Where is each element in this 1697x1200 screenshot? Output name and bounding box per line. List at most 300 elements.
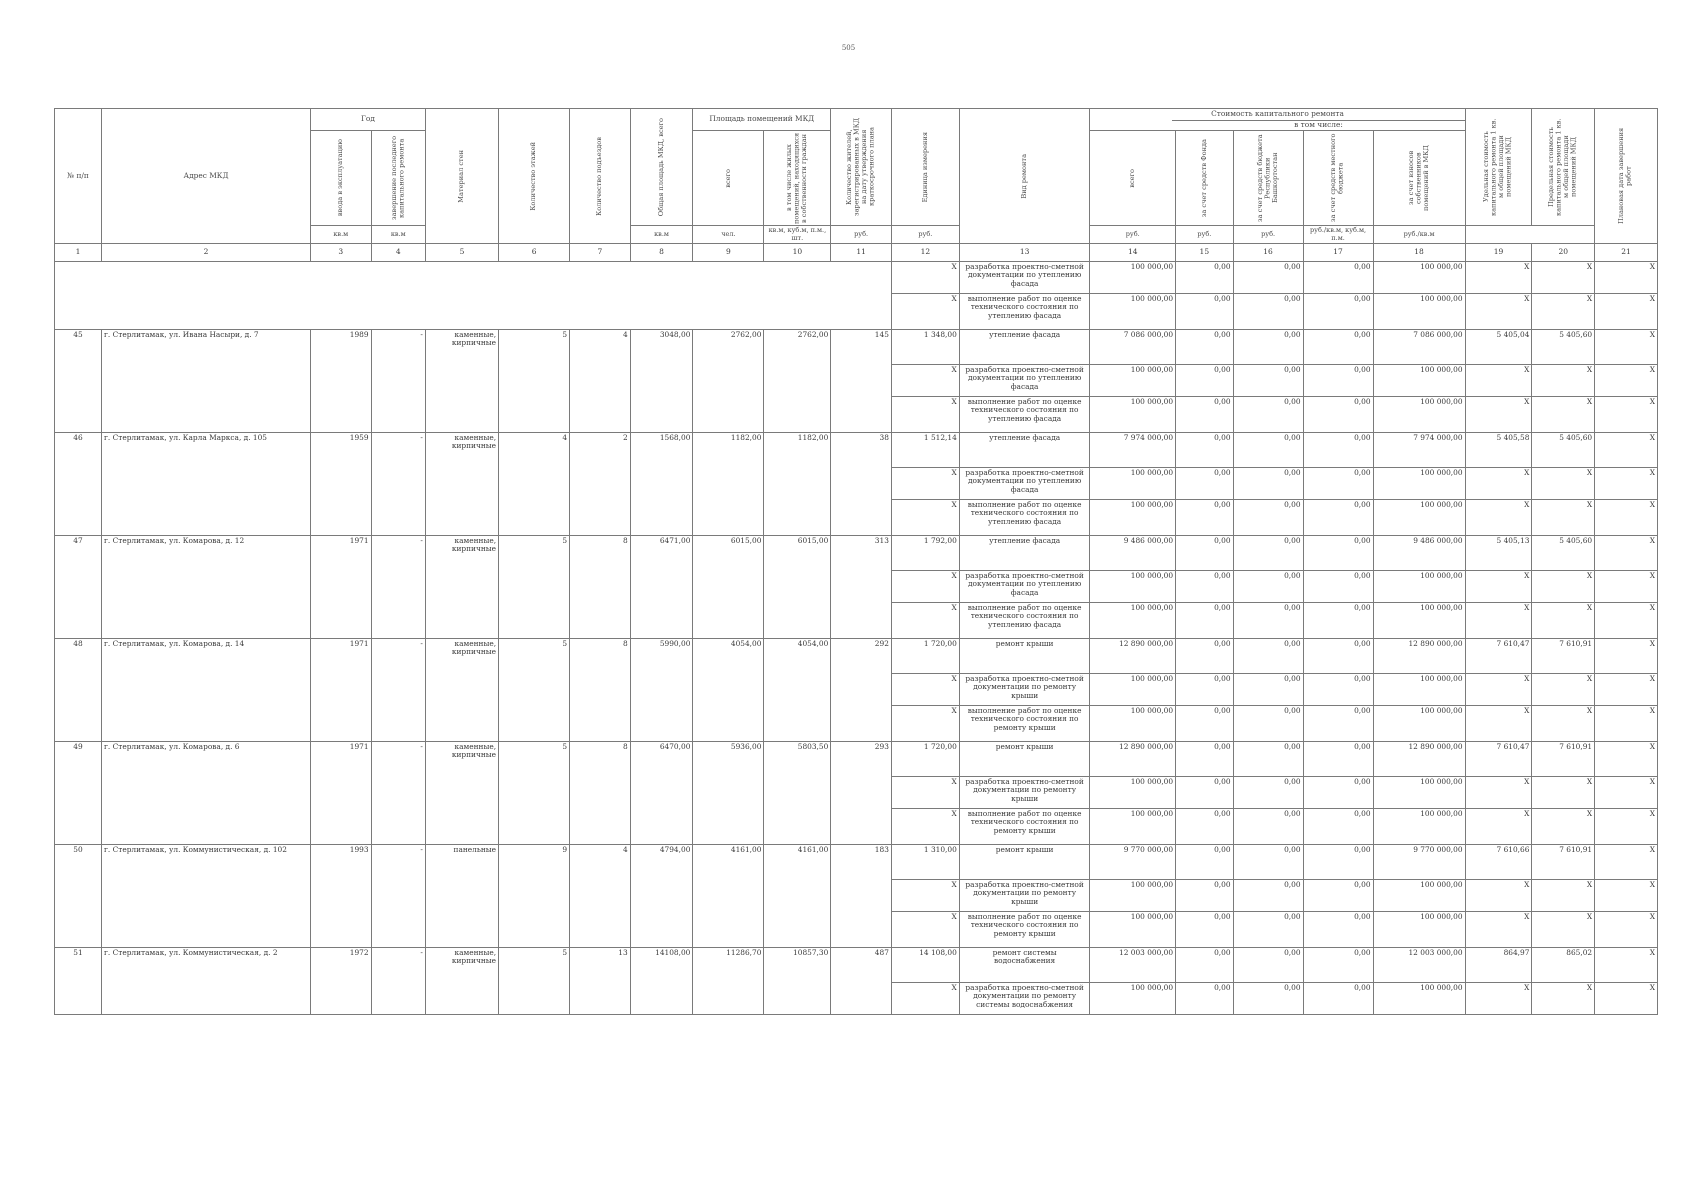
cost-fund-cell: 0,00 bbox=[1176, 570, 1233, 602]
header-address: Адрес МКД bbox=[102, 109, 311, 244]
cost-owners-cell: 100 000,00 bbox=[1373, 673, 1465, 705]
unit-cost-total: руб. bbox=[831, 226, 892, 244]
column-number: 1 bbox=[55, 243, 102, 261]
header-cost-group: Стоимость капитального ремонта в том числе: bbox=[1090, 109, 1465, 131]
wall-material-cell bbox=[425, 844, 498, 947]
unit-cost-cell: X bbox=[1465, 293, 1532, 329]
cost-fund-cell: 0,00 bbox=[1176, 705, 1233, 741]
header-repair-type: Вид ремонта bbox=[959, 109, 1090, 244]
repair-type-cell: утепление фасада bbox=[959, 432, 1090, 467]
cost-total-cell: 100 000,00 bbox=[1090, 499, 1176, 535]
quantity-cell: X bbox=[891, 364, 959, 396]
premises-total-cell: 5936,00 bbox=[693, 741, 764, 844]
residents-cell: 38 bbox=[831, 432, 892, 535]
column-number: 16 bbox=[1233, 243, 1303, 261]
cost-fund-cell: 0,00 bbox=[1176, 844, 1233, 879]
premises-residential-cell: 4054,00 bbox=[764, 638, 831, 741]
cost-fund-cell: 0,00 bbox=[1176, 602, 1233, 638]
header-cost-total: всего bbox=[1090, 131, 1176, 226]
plan-date-cell: X bbox=[1595, 499, 1658, 535]
table-body bbox=[55, 261, 1658, 1014]
year-last-repair-cell: - bbox=[371, 844, 425, 947]
repair-type-cell: разработка проектно-сметной документации по утеплению фасада bbox=[959, 467, 1090, 499]
plan-date-cell: X bbox=[1595, 776, 1658, 808]
address-cell: г. Стерлитамак, ул. Комарова, д. 12 bbox=[102, 535, 311, 638]
column-number: 4 bbox=[371, 243, 425, 261]
premises-total-cell: 2762,00 bbox=[693, 329, 764, 432]
plan-date-cell: X bbox=[1595, 570, 1658, 602]
header-entrances: Количество подъездов bbox=[570, 109, 631, 244]
cost-total-cell: 12 890 000,00 bbox=[1090, 638, 1176, 673]
floors-cell: 5 bbox=[499, 947, 570, 1014]
max-cost-cell: 865,02 bbox=[1532, 947, 1595, 982]
unit-cost-cell: X bbox=[1465, 602, 1532, 638]
address-cell: г. Стерлитамак, ул. Коммунистическая, д. 2 bbox=[102, 947, 311, 1014]
column-number: 21 bbox=[1595, 243, 1658, 261]
max-cost-cell: 7 610,91 bbox=[1532, 741, 1595, 776]
max-cost-cell: X bbox=[1532, 261, 1595, 293]
cost-republic-cell: 0,00 bbox=[1233, 844, 1303, 879]
header-total-area: Общая площадь МКД, всего bbox=[630, 109, 693, 226]
cost-local-cell: 0,00 bbox=[1303, 911, 1373, 947]
max-cost-cell: X bbox=[1532, 364, 1595, 396]
cost-fund-cell: 0,00 bbox=[1176, 638, 1233, 673]
cost-owners-cell: 100 000,00 bbox=[1373, 982, 1465, 1014]
capital-repair-table-wrap bbox=[54, 108, 1658, 1015]
cost-fund-cell: 0,00 bbox=[1176, 364, 1233, 396]
unit-cost-cell: X bbox=[1465, 808, 1532, 844]
unit-cost-cell: 7 610,47 bbox=[1465, 638, 1532, 673]
wall-material-cell bbox=[425, 329, 498, 432]
cost-owners-cell: 100 000,00 bbox=[1373, 293, 1465, 329]
cost-total-cell: 100 000,00 bbox=[1090, 467, 1176, 499]
max-cost-cell: X bbox=[1532, 911, 1595, 947]
wall-material-cell bbox=[425, 741, 498, 844]
quantity-cell: X bbox=[891, 570, 959, 602]
unit-cost-cell: 7 610,66 bbox=[1465, 844, 1532, 879]
unit-cost-cell: X bbox=[1465, 879, 1532, 911]
column-number: 6 bbox=[499, 243, 570, 261]
cost-total-cell: 100 000,00 bbox=[1090, 570, 1176, 602]
table-row bbox=[55, 329, 1658, 364]
cost-local-cell: 0,00 bbox=[1303, 499, 1373, 535]
cost-republic-cell: 0,00 bbox=[1233, 602, 1303, 638]
unit-premises-residential: кв.м bbox=[630, 226, 693, 244]
plan-date-cell: X bbox=[1595, 705, 1658, 741]
header-unit-cost: Удельная стоимость капитального ремонта 1 кв. м общей площади помещений МКД bbox=[1465, 109, 1532, 226]
wall-material-text: каменные, кирпичные bbox=[451, 638, 497, 657]
year-commission-cell: 1971 bbox=[311, 741, 372, 844]
cost-republic-cell: 0,00 bbox=[1233, 911, 1303, 947]
column-number: 18 bbox=[1373, 243, 1465, 261]
wall-material-cell bbox=[425, 638, 498, 741]
cost-republic-cell: 0,00 bbox=[1233, 432, 1303, 467]
cost-total-cell: 100 000,00 bbox=[1090, 396, 1176, 432]
cost-owners-cell: 100 000,00 bbox=[1373, 879, 1465, 911]
column-number: 14 bbox=[1090, 243, 1176, 261]
year-commission-cell: 1959 bbox=[311, 432, 372, 535]
total-area-cell: 14108,00 bbox=[630, 947, 693, 1014]
cost-republic-cell: 0,00 bbox=[1233, 741, 1303, 776]
unit-cost-cell: 5 405,04 bbox=[1465, 329, 1532, 364]
quantity-cell: 14 108,00 bbox=[891, 947, 959, 982]
header-premises-group: Площадь помещений МКД bbox=[693, 109, 831, 131]
year-last-repair-cell: - bbox=[371, 329, 425, 432]
entrances-cell: 4 bbox=[570, 844, 631, 947]
header-premises-residential: в том числе жилых помещений, находящихся в собственности граждан bbox=[764, 131, 831, 226]
unit-total-area: кв.м bbox=[311, 226, 372, 244]
unit-cost-local: руб. bbox=[1176, 226, 1233, 244]
address-cell: г. Стерлитамак, ул. Коммунистическая, д. 102 bbox=[102, 844, 311, 947]
cost-owners-cell: 100 000,00 bbox=[1373, 261, 1465, 293]
header-premises-total: всего bbox=[693, 131, 764, 226]
year-commission-cell: 1993 bbox=[311, 844, 372, 947]
repair-type-cell: ремонт системы водоснабжения bbox=[959, 947, 1090, 982]
max-cost-cell: X bbox=[1532, 982, 1595, 1014]
quantity-cell: X bbox=[891, 499, 959, 535]
unit-cost-cell: X bbox=[1465, 499, 1532, 535]
quantity-cell: X bbox=[891, 261, 959, 293]
cost-fund-cell: 0,00 bbox=[1176, 947, 1233, 982]
cost-owners-cell: 12 890 000,00 bbox=[1373, 741, 1465, 776]
column-number: 7 bbox=[570, 243, 631, 261]
cost-republic-cell: 0,00 bbox=[1233, 808, 1303, 844]
unit-measure: кв.м, куб.м, п.м., шт. bbox=[764, 226, 831, 244]
cost-fund-cell: 0,00 bbox=[1176, 467, 1233, 499]
header-residents: Количество жителей, зарегистрированных в МКД на дату утверждения краткосрочного плана bbox=[831, 109, 892, 226]
cost-fund-cell: 0,00 bbox=[1176, 741, 1233, 776]
unit-cost-cell: 7 610,47 bbox=[1465, 741, 1532, 776]
table-row bbox=[55, 947, 1658, 982]
cost-owners-cell: 9 770 000,00 bbox=[1373, 844, 1465, 879]
repair-type-cell: ремонт крыши bbox=[959, 844, 1090, 879]
max-cost-cell: X bbox=[1532, 467, 1595, 499]
max-cost-cell: X bbox=[1532, 879, 1595, 911]
cost-fund-cell: 0,00 bbox=[1176, 911, 1233, 947]
max-cost-cell: 5 405,60 bbox=[1532, 329, 1595, 364]
cost-local-cell: 0,00 bbox=[1303, 293, 1373, 329]
entrances-cell: 4 bbox=[570, 329, 631, 432]
wall-material-text: каменные, кирпичные bbox=[451, 432, 497, 451]
unit-cost-cell: X bbox=[1465, 364, 1532, 396]
residents-cell: 183 bbox=[831, 844, 892, 947]
cost-republic-cell: 0,00 bbox=[1233, 329, 1303, 364]
cost-total-cell: 100 000,00 bbox=[1090, 705, 1176, 741]
cost-republic-cell: 0,00 bbox=[1233, 535, 1303, 570]
cost-local-cell: 0,00 bbox=[1303, 329, 1373, 364]
year-commission-cell: 1972 bbox=[311, 947, 372, 1014]
repair-type-cell: выполнение работ по оценке технического состояния по утеплению фасада bbox=[959, 396, 1090, 432]
entrances-cell: 8 bbox=[570, 535, 631, 638]
repair-type-cell: выполнение работ по оценке технического состояния по ремонту крыши bbox=[959, 705, 1090, 741]
cost-republic-cell: 0,00 bbox=[1233, 879, 1303, 911]
cost-total-cell: 12 890 000,00 bbox=[1090, 741, 1176, 776]
row-number-cell: 45 bbox=[55, 329, 102, 432]
cost-republic-cell: 0,00 bbox=[1233, 705, 1303, 741]
address-cell: г. Стерлитамак, ул. Ивана Насыри, д. 7 bbox=[102, 329, 311, 432]
premises-total-cell: 11286,70 bbox=[693, 947, 764, 1014]
header-year-commission: ввода в эксплуатацию bbox=[311, 131, 372, 226]
premises-total-cell: 6015,00 bbox=[693, 535, 764, 638]
quantity-cell: X bbox=[891, 602, 959, 638]
unit-unit-cost: руб./кв.м, куб.м, п.м. bbox=[1303, 226, 1373, 244]
unit-cost-cell: 5 405,13 bbox=[1465, 535, 1532, 570]
plan-date-cell: X bbox=[1595, 638, 1658, 673]
column-number: 3 bbox=[311, 243, 372, 261]
residents-cell: 313 bbox=[831, 535, 892, 638]
cost-republic-cell: 0,00 bbox=[1233, 364, 1303, 396]
year-last-repair-cell: - bbox=[371, 535, 425, 638]
premises-residential-cell: 5803,50 bbox=[764, 741, 831, 844]
column-number: 17 bbox=[1303, 243, 1373, 261]
plan-date-cell: X bbox=[1595, 293, 1658, 329]
unit-cost-cell: X bbox=[1465, 776, 1532, 808]
total-area-cell: 6471,00 bbox=[630, 535, 693, 638]
premises-total-cell: 1182,00 bbox=[693, 432, 764, 535]
cost-owners-cell: 7 974 000,00 bbox=[1373, 432, 1465, 467]
cost-owners-cell: 100 000,00 bbox=[1373, 808, 1465, 844]
total-area-cell: 1568,00 bbox=[630, 432, 693, 535]
cost-local-cell: 0,00 bbox=[1303, 570, 1373, 602]
column-number: 15 bbox=[1176, 243, 1233, 261]
column-number: 11 bbox=[831, 243, 892, 261]
cost-owners-cell: 100 000,00 bbox=[1373, 499, 1465, 535]
quantity-cell: 1 720,00 bbox=[891, 741, 959, 776]
header-units-measure: Единица измерения bbox=[891, 109, 959, 226]
residents-cell: 145 bbox=[831, 329, 892, 432]
cost-local-cell: 0,00 bbox=[1303, 673, 1373, 705]
header-cost-republic: за счет средств бюджета Республики Башкортостан bbox=[1233, 131, 1303, 226]
unit-cost-cell: X bbox=[1465, 396, 1532, 432]
plan-date-cell: X bbox=[1595, 808, 1658, 844]
max-cost-cell: X bbox=[1532, 776, 1595, 808]
entrances-cell: 8 bbox=[570, 638, 631, 741]
header-cost-fund: за счет средств Фонда bbox=[1176, 131, 1233, 226]
quantity-cell: X bbox=[891, 396, 959, 432]
premises-residential-cell: 4161,00 bbox=[764, 844, 831, 947]
column-number: 5 bbox=[425, 243, 498, 261]
premises-total-cell: 4054,00 bbox=[693, 638, 764, 741]
repair-type-cell: разработка проектно-сметной документации по утеплению фасада bbox=[959, 261, 1090, 293]
cost-fund-cell: 0,00 bbox=[1176, 261, 1233, 293]
cost-republic-cell: 0,00 bbox=[1233, 293, 1303, 329]
plan-date-cell: X bbox=[1595, 982, 1658, 1014]
cost-total-cell: 100 000,00 bbox=[1090, 293, 1176, 329]
repair-type-cell: разработка проектно-сметной документации по утеплению фасада bbox=[959, 570, 1090, 602]
floors-cell: 4 bbox=[499, 432, 570, 535]
repair-type-cell: разработка проектно-сметной документации по ремонту крыши bbox=[959, 776, 1090, 808]
repair-type-cell: разработка проектно-сметной документации по ремонту системы водоснабжения bbox=[959, 982, 1090, 1014]
cost-owners-cell: 12 890 000,00 bbox=[1373, 638, 1465, 673]
plan-date-cell: X bbox=[1595, 947, 1658, 982]
quantity-cell: 1 310,00 bbox=[891, 844, 959, 879]
wall-material-text: каменные, кирпичные bbox=[451, 947, 497, 966]
cost-owners-cell: 7 086 000,00 bbox=[1373, 329, 1465, 364]
cost-total-cell: 100 000,00 bbox=[1090, 673, 1176, 705]
cost-total-cell: 9 770 000,00 bbox=[1090, 844, 1176, 879]
wall-material-cell bbox=[425, 947, 498, 1014]
table-row bbox=[55, 535, 1658, 570]
entrances-cell: 8 bbox=[570, 741, 631, 844]
header-cost-owners: за счет взносов собственников помещений в МКД bbox=[1373, 131, 1465, 226]
repair-type-cell: разработка проектно-сметной документации по ремонту крыши bbox=[959, 673, 1090, 705]
header-max-cost: Предельная стоимость капитального ремонта 1 кв. м общей площади помещений МКД bbox=[1532, 109, 1595, 226]
entrances-cell: 2 bbox=[570, 432, 631, 535]
repair-type-cell: разработка проектно-сметной документации по ремонту крыши bbox=[959, 879, 1090, 911]
plan-date-cell: X bbox=[1595, 844, 1658, 879]
cost-republic-cell: 0,00 bbox=[1233, 982, 1303, 1014]
cost-republic-cell: 0,00 bbox=[1233, 947, 1303, 982]
cost-local-cell: 0,00 bbox=[1303, 467, 1373, 499]
table-row bbox=[55, 844, 1658, 879]
residents-cell: 487 bbox=[831, 947, 892, 1014]
max-cost-cell: 5 405,60 bbox=[1532, 432, 1595, 467]
cost-republic-cell: 0,00 bbox=[1233, 638, 1303, 673]
floors-cell: 9 bbox=[499, 844, 570, 947]
repair-type-cell: утепление фасада bbox=[959, 329, 1090, 364]
table-header bbox=[55, 109, 1658, 262]
max-cost-cell: X bbox=[1532, 808, 1595, 844]
quantity-cell: X bbox=[891, 776, 959, 808]
cost-owners-cell: 100 000,00 bbox=[1373, 602, 1465, 638]
unit-cost-cell: X bbox=[1465, 261, 1532, 293]
header-cost-local: за счет средств местного бюджета bbox=[1303, 131, 1373, 226]
cost-owners-cell: 100 000,00 bbox=[1373, 396, 1465, 432]
column-number: 2 bbox=[102, 243, 311, 261]
cost-local-cell: 0,00 bbox=[1303, 808, 1373, 844]
cost-total-cell: 9 486 000,00 bbox=[1090, 535, 1176, 570]
cost-fund-cell: 0,00 bbox=[1176, 432, 1233, 467]
premises-residential-cell: 10857,30 bbox=[764, 947, 831, 1014]
year-commission-cell: 1989 bbox=[311, 329, 372, 432]
unit-cost-owners: руб. bbox=[1233, 226, 1303, 244]
year-last-repair-cell: - bbox=[371, 432, 425, 535]
year-last-repair-cell: - bbox=[371, 741, 425, 844]
repair-type-cell: разработка проектно-сметной документации по утеплению фасада bbox=[959, 364, 1090, 396]
cost-local-cell: 0,00 bbox=[1303, 982, 1373, 1014]
cost-local-cell: 0,00 bbox=[1303, 638, 1373, 673]
address-cell: г. Стерлитамак, ул. Комарова, д. 14 bbox=[102, 638, 311, 741]
cost-total-cell: 7 086 000,00 bbox=[1090, 329, 1176, 364]
continuation-empty-cell bbox=[55, 261, 892, 329]
row-number-cell: 46 bbox=[55, 432, 102, 535]
cost-local-cell: 0,00 bbox=[1303, 879, 1373, 911]
table-row bbox=[55, 741, 1658, 776]
row-number-cell: 50 bbox=[55, 844, 102, 947]
max-cost-cell: X bbox=[1532, 499, 1595, 535]
quantity-cell: X bbox=[891, 293, 959, 329]
year-last-repair-cell: - bbox=[371, 638, 425, 741]
unit-cost-cell: 5 405,58 bbox=[1465, 432, 1532, 467]
plan-date-cell: X bbox=[1595, 879, 1658, 911]
plan-date-cell: X bbox=[1595, 432, 1658, 467]
quantity-cell: X bbox=[891, 879, 959, 911]
unit-cost-cell: X bbox=[1465, 570, 1532, 602]
unit-cost-cell: 864,97 bbox=[1465, 947, 1532, 982]
cost-republic-cell: 0,00 bbox=[1233, 499, 1303, 535]
header-wall-material: Материал стен bbox=[425, 109, 498, 244]
column-numbers-row bbox=[55, 243, 1658, 261]
header-year-last-repair: завершение последнего капитального ремонта bbox=[371, 131, 425, 226]
premises-residential-cell: 2762,00 bbox=[764, 329, 831, 432]
unit-cost-cell: X bbox=[1465, 911, 1532, 947]
cost-local-cell: 0,00 bbox=[1303, 396, 1373, 432]
repair-type-cell: ремонт крыши bbox=[959, 741, 1090, 776]
repair-type-cell: выполнение работ по оценке технического состояния по утеплению фасада bbox=[959, 602, 1090, 638]
cost-local-cell: 0,00 bbox=[1303, 535, 1373, 570]
cost-total-cell: 7 974 000,00 bbox=[1090, 432, 1176, 467]
wall-material-cell bbox=[425, 432, 498, 535]
table-row bbox=[55, 261, 1658, 293]
quantity-cell: 1 512,14 bbox=[891, 432, 959, 467]
unit-cost-cell: X bbox=[1465, 467, 1532, 499]
cost-fund-cell: 0,00 bbox=[1176, 982, 1233, 1014]
cost-local-cell: 0,00 bbox=[1303, 261, 1373, 293]
cost-republic-cell: 0,00 bbox=[1233, 570, 1303, 602]
residents-cell: 293 bbox=[831, 741, 892, 844]
page-number: 505 bbox=[841, 44, 856, 52]
cost-total-cell: 100 000,00 bbox=[1090, 602, 1176, 638]
header-floors: Количество этажей bbox=[499, 109, 570, 244]
plan-date-cell: X bbox=[1595, 364, 1658, 396]
cost-total-cell: 100 000,00 bbox=[1090, 364, 1176, 396]
plan-date-cell: X bbox=[1595, 535, 1658, 570]
max-cost-cell: 5 405,60 bbox=[1532, 535, 1595, 570]
quantity-cell: 1 348,00 bbox=[891, 329, 959, 364]
column-number: 13 bbox=[959, 243, 1090, 261]
column-number: 9 bbox=[693, 243, 764, 261]
premises-residential-cell: 6015,00 bbox=[764, 535, 831, 638]
cost-total-cell: 100 000,00 bbox=[1090, 808, 1176, 844]
cost-republic-cell: 0,00 bbox=[1233, 467, 1303, 499]
max-cost-cell: X bbox=[1532, 396, 1595, 432]
capital-repair-table bbox=[54, 108, 1658, 1015]
wall-material-text: панельные bbox=[453, 844, 497, 854]
cost-local-cell: 0,00 bbox=[1303, 602, 1373, 638]
floors-cell: 5 bbox=[499, 535, 570, 638]
header-plan-date: Плановая дата завершения работ bbox=[1595, 109, 1658, 244]
year-commission-cell: 1971 bbox=[311, 535, 372, 638]
column-number: 19 bbox=[1465, 243, 1532, 261]
row-number-cell: 47 bbox=[55, 535, 102, 638]
floors-cell: 5 bbox=[499, 741, 570, 844]
premises-residential-cell: 1182,00 bbox=[764, 432, 831, 535]
quantity-cell: 1 792,00 bbox=[891, 535, 959, 570]
max-cost-cell: X bbox=[1532, 293, 1595, 329]
cost-republic-cell: 0,00 bbox=[1233, 673, 1303, 705]
quantity-cell: X bbox=[891, 705, 959, 741]
max-cost-cell: X bbox=[1532, 570, 1595, 602]
wall-material-text: каменные, кирпичные bbox=[451, 741, 497, 760]
total-area-cell: 5990,00 bbox=[630, 638, 693, 741]
quantity-cell: X bbox=[891, 911, 959, 947]
total-area-cell: 4794,00 bbox=[630, 844, 693, 947]
cost-local-cell: 0,00 bbox=[1303, 844, 1373, 879]
quantity-cell: X bbox=[891, 467, 959, 499]
cost-total-cell: 12 003 000,00 bbox=[1090, 947, 1176, 982]
column-number: 8 bbox=[630, 243, 693, 261]
plan-date-cell: X bbox=[1595, 261, 1658, 293]
entrances-cell: 13 bbox=[570, 947, 631, 1014]
repair-type-cell: выполнение работ по оценке технического состояния по утеплению фасада bbox=[959, 293, 1090, 329]
plan-date-cell: X bbox=[1595, 396, 1658, 432]
column-number: 20 bbox=[1532, 243, 1595, 261]
plan-date-cell: X bbox=[1595, 741, 1658, 776]
plan-date-cell: X bbox=[1595, 673, 1658, 705]
cost-owners-cell: 12 003 000,00 bbox=[1373, 947, 1465, 982]
year-commission-cell: 1971 bbox=[311, 638, 372, 741]
row-number-cell: 51 bbox=[55, 947, 102, 1014]
